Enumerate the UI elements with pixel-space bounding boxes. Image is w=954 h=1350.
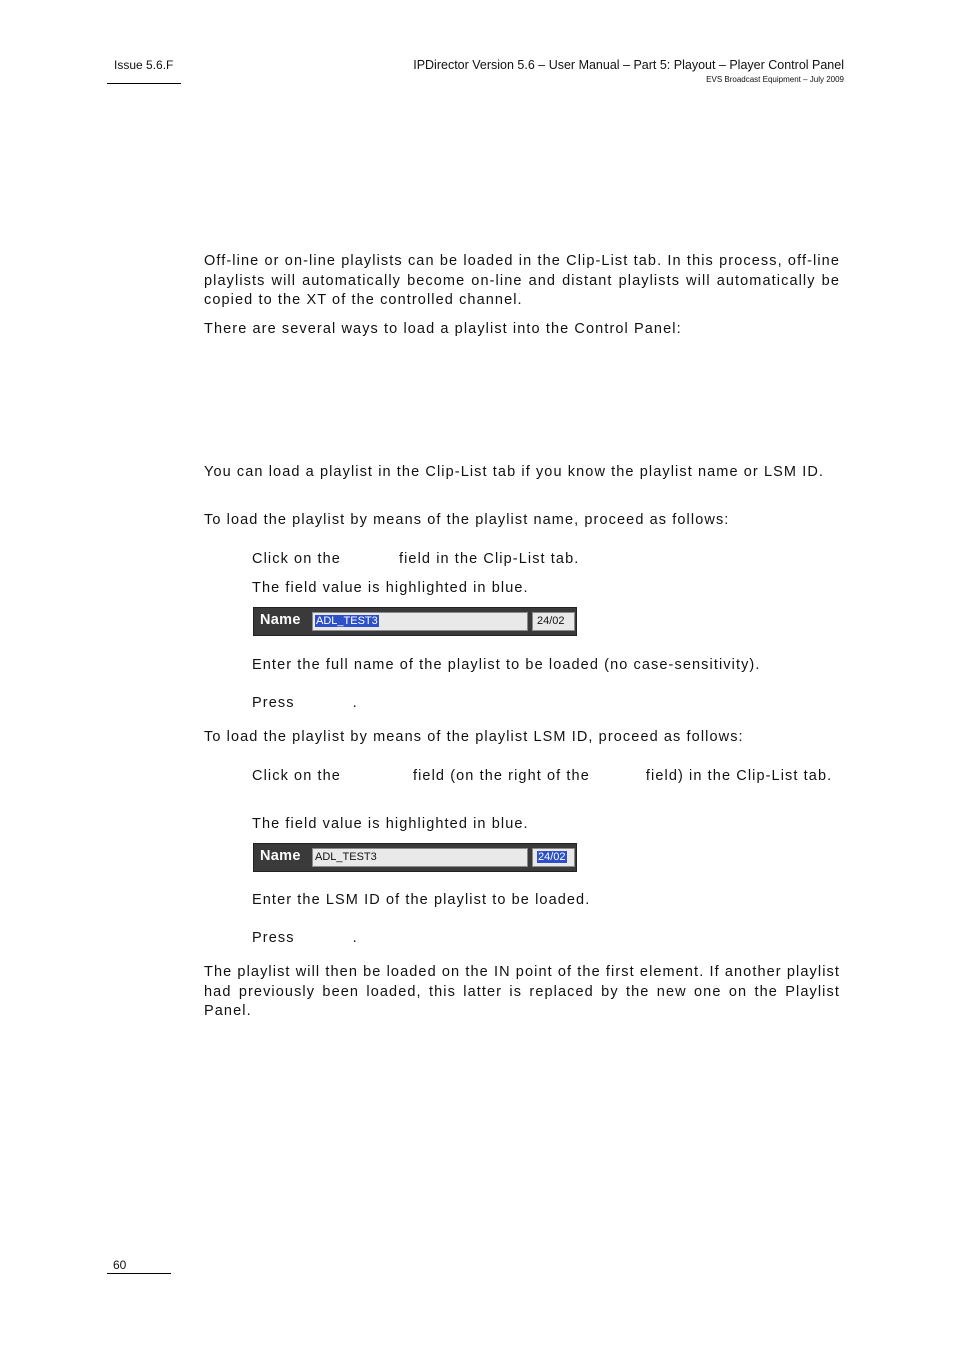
id-step-3-b: .: [352, 930, 358, 946]
by-id-intro: To load the playlist by means of the playlist LSM ID, proceed as follows:: [204, 729, 744, 745]
name-value-selected: ADL_TEST3: [316, 615, 378, 627]
playlist-name-input-2[interactable]: ADL_TEST3: [312, 848, 528, 867]
name-field-label-2: Name: [260, 848, 301, 864]
name-step-2: Enter the full name of the playlist to be loaded (no case-sensitivity).: [252, 657, 761, 673]
known-paragraph: You can load a playlist in the Clip-List tab if you know the playlist name or LSM ID.: [204, 464, 825, 480]
name-field-label: Name: [260, 612, 301, 628]
lsm-id-input[interactable]: 24/02: [532, 612, 575, 631]
lsm-id-input-2[interactable]: [532, 848, 575, 867]
header-rule: [107, 83, 181, 84]
id-step-1-a: Click on the: [252, 768, 341, 784]
conclusion-paragraph: The playlist will then be loaded on the IN point of the first element. If another playlist had previously been loaded, this latter is replaced by the new one on the Playlist Panel.: [204, 964, 840, 1019]
header-subtitle: EVS Broadcast Equipment – July 2009: [706, 75, 844, 84]
name-step-3-b: .: [352, 695, 358, 711]
id-step-1-c: field) in the Clip-List tab.: [645, 768, 833, 784]
name-step-1: [252, 550, 840, 570]
id-value-selected: 24/02: [538, 851, 566, 863]
header-issue: Issue 5.6.F: [114, 58, 174, 72]
id-step-2: Enter the LSM ID of the playlist to be loaded.: [252, 892, 591, 908]
page-number: 60: [113, 1258, 127, 1272]
playlist-name-input[interactable]: [312, 612, 528, 631]
by-name-intro: To load the playlist by means of the playlist name, proceed as follows:: [204, 512, 730, 528]
name-step-1-result: The field value is highlighted in blue.: [252, 580, 529, 596]
id-step-3-a: Press: [252, 930, 295, 946]
intro-paragraph: Off-line or on-line playlists can be loaded in the Clip-List tab. In this process, off-line playlists will automatically become on-line and distant playlists will automatically be copied to the XT of the controlled channel.: [204, 253, 840, 308]
footer-rule: [107, 1273, 171, 1274]
id-step-3: [252, 929, 840, 949]
name-step-3: [252, 694, 840, 714]
ways-paragraph: There are several ways to load a playlist into the Control Panel:: [204, 321, 682, 337]
id-step-1-b: field (on the right of the: [412, 768, 590, 784]
name-field-widget-2: [253, 843, 577, 872]
name-step-1-a: Click on the: [252, 551, 341, 567]
id-step-1-result: The field value is highlighted in blue.: [252, 816, 529, 832]
id-step-1: [252, 767, 840, 787]
name-step-1-b: field in the Clip-List tab.: [398, 551, 580, 567]
header-title: IPDirector Version 5.6 – User Manual – Part 5: Playout – Player Control Panel: [413, 58, 844, 72]
name-step-3-a: Press: [252, 695, 295, 711]
name-field-widget-1: [253, 607, 577, 636]
